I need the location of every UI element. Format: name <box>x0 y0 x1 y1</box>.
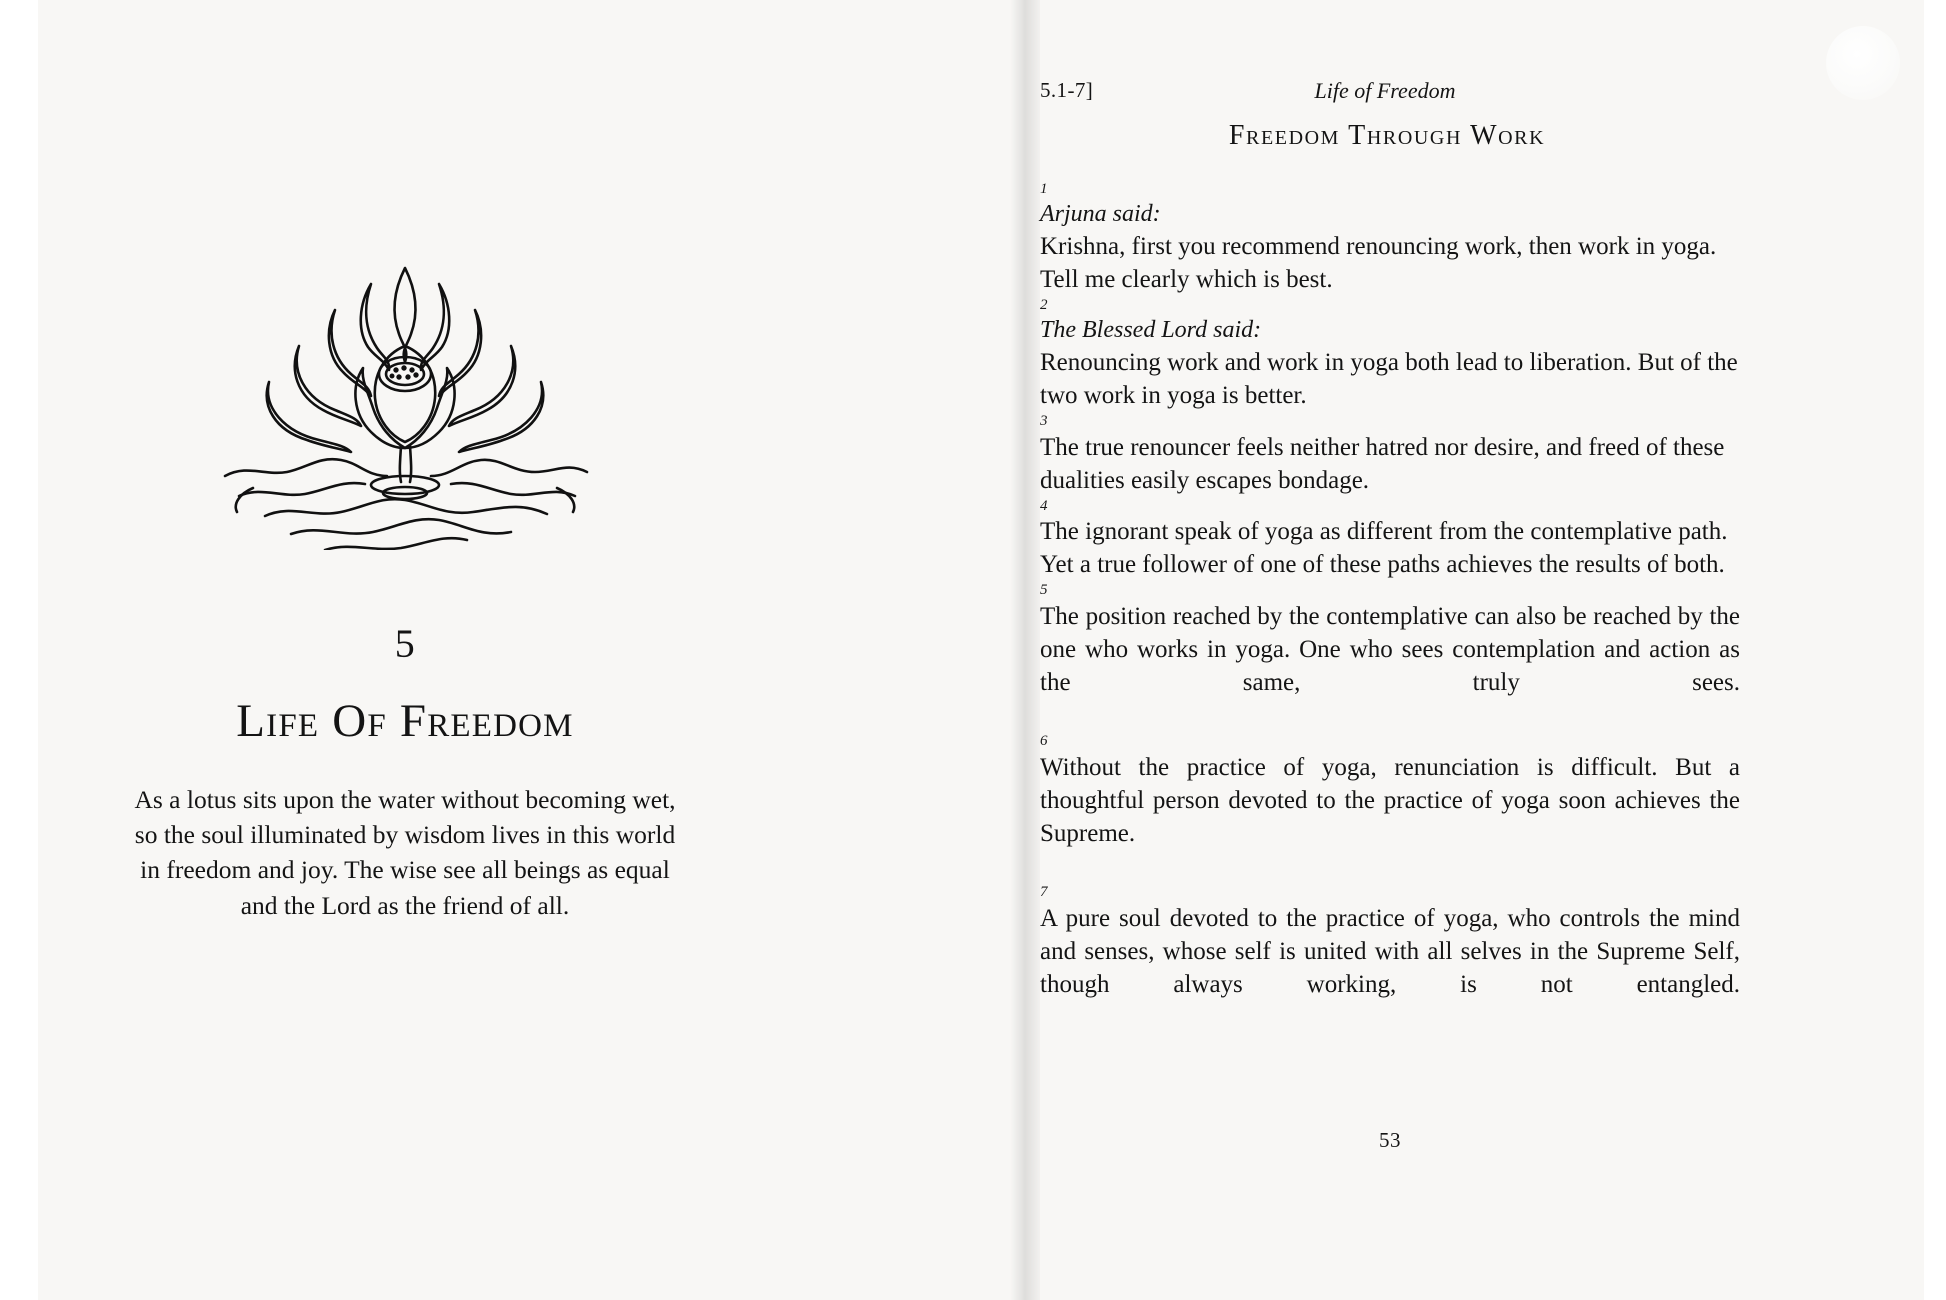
verse-list <box>1040 182 1740 1034</box>
verse-item <box>1040 298 1740 412</box>
verse-number: 4 <box>1040 497 1048 514</box>
book-gutter <box>1010 0 1040 1300</box>
right-page-edge <box>1924 0 1946 1300</box>
verse-number: 7 <box>1040 883 1048 900</box>
verse-number: 2 <box>1040 296 1048 313</box>
verse-text: The true renouncer feels neither hatred nor desire, and freed of these dualities easily escapes bondage. <box>1040 433 1725 494</box>
chapter-title: Life Of Freedom <box>236 695 574 747</box>
chapter-number: 5 <box>394 621 416 666</box>
light-glare <box>1826 26 1900 100</box>
verse-page <box>1040 78 1770 1036</box>
verse-number: 1 <box>1040 181 1048 197</box>
verse-text: Krishna, first you recommend renouncing work, then work in yoga. Tell me clearly which is best. <box>1040 232 1717 293</box>
lotus-on-water-icon <box>195 250 615 550</box>
verse-text: Without the practice of yoga, renunciation is difficult. But a thoughtful person devoted to the practice of yoga soon achieves the Supreme. <box>1040 753 1740 847</box>
verse-item <box>1040 734 1740 883</box>
verse-text: Renouncing work and work in yoga both lead to liberation. But of the two work in yoga is better. <box>1040 348 1738 409</box>
verse-number: 3 <box>1040 412 1048 429</box>
verse-number: 6 <box>1040 733 1048 750</box>
running-head <box>1040 78 1770 112</box>
page-number: 53 <box>1379 1128 1401 1152</box>
chapter-opening <box>120 250 690 923</box>
verse-speaker: The Blessed Lord said: <box>1040 316 1262 343</box>
running-head-title: Life of Freedom <box>1314 78 1456 103</box>
left-page-edge <box>0 0 38 1300</box>
verse-text: The ignorant speak of yoga as different from the contemplative path. Yet a true follower of one of these paths achieves the results of both. <box>1040 518 1728 579</box>
verse-item <box>1040 182 1740 296</box>
verse-item <box>1040 499 1740 582</box>
verse-text: A pure soul devoted to the practice of yoga, who controls the mind and senses, whose self is united with all selves in the Supreme Self, though always working, is not entangled. <box>1040 904 1740 998</box>
verse-item <box>1040 885 1740 1034</box>
verse-range: 5.1-7] <box>1040 78 1094 102</box>
verse-item <box>1040 583 1740 732</box>
chapter-epigraph: As a lotus sits upon the water without becoming wet, so the soul illuminated by wisdom lives in this world in freedom and joy. The wise see all beings as equal and the Lord as the friend of all. <box>134 785 676 920</box>
section-title: Freedom Through Work <box>1228 120 1546 151</box>
verse-speaker: Arjuna said: <box>1040 200 1161 227</box>
verse-text: The position reached by the contemplative can also be reached by the one who works in yoga. One who sees contemplation and action as the same, truly sees. <box>1040 603 1740 697</box>
verse-item <box>1040 414 1740 497</box>
verse-number: 5 <box>1040 582 1048 599</box>
